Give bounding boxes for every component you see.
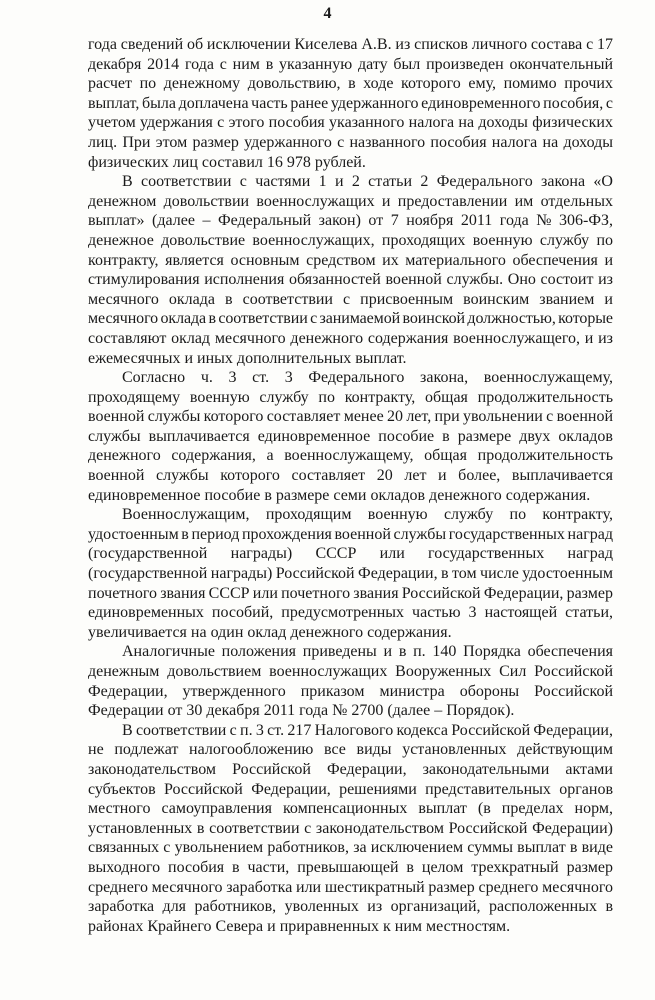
- paragraph: [88, 368, 613, 505]
- paragraph: [88, 35, 613, 172]
- text-line: декабря 2014 года с ним в указанную дату был произведен окончательный: [88, 55, 613, 73]
- text-line: Федерации от 30 декабря 2011 года № 2700 (далее – Порядок).: [88, 702, 515, 720]
- text-line: законодательством Российской Федерации, законодательными актами: [88, 760, 613, 778]
- document-body: [88, 35, 613, 936]
- text-line: увеличивается на один оклад денежного содержания.: [88, 623, 452, 641]
- text-line: физических лиц составил 16 978 рублей.: [88, 153, 366, 171]
- text-line: связанных с увольнением работников, за исключением суммы выплат в виде: [88, 839, 613, 857]
- text-line: заработка для работников, уволенных из организаций, расположенных в: [88, 898, 613, 916]
- text-line: ежемесячных и иных дополнительных выплат.: [88, 349, 407, 367]
- text-line: районах Крайнего Севера и приравненных к ним местностям.: [88, 917, 511, 935]
- text-line: Согласно ч. 3 ст. 3 Федерального закона, военнослужащему,: [122, 369, 613, 387]
- paragraph: [88, 172, 613, 368]
- text-line: стимулирования исполнения обязанностей военной службы. Оно состоит из: [88, 271, 613, 289]
- text-line: установленных в соответствии с законодательством Российской Федерации): [88, 819, 613, 837]
- text-line: лиц. При этом размер удержанного с названного пособия налога на доходы: [88, 133, 613, 151]
- text-line: Военнослужащим, проходящим военную службу по контракту,: [122, 506, 613, 524]
- text-line: денежным довольствием военнослужащих Вооруженных Сил Российской: [88, 663, 613, 680]
- paragraph: [88, 505, 613, 642]
- text-line: Аналогичные положения приведены и в п. 140 Порядка обеспечения: [122, 643, 613, 661]
- text-line: военной службы которого составляет 20 лет и более, выплачивается: [88, 467, 613, 485]
- text-line: службы выплачивается единовременное пособие в размере двух окладов: [88, 427, 613, 445]
- page-number: 4: [323, 5, 332, 22]
- text-line: месячного оклада в соответствии с занимаемой воинской должностью, которые: [88, 310, 613, 328]
- text-line: расчет по денежному довольствию, в ходе которого ему, помимо прочих: [88, 75, 613, 93]
- text-line: года сведений об исключении Киселева А.В. из списков личного состава с 17: [88, 36, 613, 53]
- text-line: В соответствии с частями 1 и 2 статьи 2 Федерального закона «О: [122, 173, 613, 191]
- text-line: военной службы которого составляет менее 20 лет, при увольнении с военной: [88, 408, 613, 426]
- text-line: месячного оклада в соответствии с присвоенным воинским званием и: [88, 290, 613, 308]
- text-line: единовременных пособий, предусмотренных частью 3 настоящей статьи,: [88, 604, 613, 622]
- text-line: денежного содержания, а военнослужащему, общая продолжительность: [88, 447, 613, 465]
- text-line: Федерации, утвержденного приказом министра обороны Российской: [88, 682, 613, 700]
- text-line: среднего месячного заработка или шестикратный размер среднего месячного: [88, 878, 613, 896]
- text-line: удостоенным в период прохождения военной службы государственных наград: [88, 525, 613, 543]
- paragraph: [88, 642, 613, 720]
- text-line: проходящему военную службу по контракту, общая продолжительность: [88, 388, 613, 406]
- text-line: выплат, была доплачена часть ранее удержанного единовременного пособия, с: [88, 94, 613, 112]
- text-line: местного самоуправления компенсационных выплат (в пределах норм,: [88, 800, 613, 818]
- text-line: почетного звания СССР или почетного звания Российской Федерации, размер: [88, 584, 613, 602]
- text-line: составляют оклад месячного денежного содержания военнослужащего, и из: [88, 329, 613, 347]
- text-line: не подлежат налогообложению все виды установленных действующим: [88, 741, 613, 759]
- text-line: выплат» (далее – Федеральный закон) от 7 ноября 2011 года № 306-ФЗ,: [88, 212, 613, 230]
- text-line: (государственной награды) Российской Федерации, в том числе удостоенным: [88, 565, 614, 583]
- text-line: выходного пособия в части, превышающей в целом трехкратный размер: [88, 858, 613, 876]
- text-line: денежном довольствии военнослужащих и предоставлении им отдельных: [88, 192, 613, 210]
- text-line: контракту, является основным средством их материального обеспечения и: [88, 251, 613, 269]
- text-line: (государственной награды) СССР или государственных наград: [88, 545, 613, 563]
- paragraph: [88, 721, 613, 937]
- text-line: В соответствии с п. 3 ст. 217 Налогового кодекса Российской Федерации,: [122, 721, 613, 739]
- text-line: денежное довольствие военнослужащих, проходящих военную службу по: [88, 231, 613, 249]
- text-line: учетом удержания с этого пособия указанного налога на доходы физических: [88, 114, 613, 132]
- text-line: единовременное пособие в размере семи окладов денежного содержания.: [88, 486, 591, 504]
- text-line: субъектов Российской Федерации, решениями представительных органов: [88, 780, 613, 798]
